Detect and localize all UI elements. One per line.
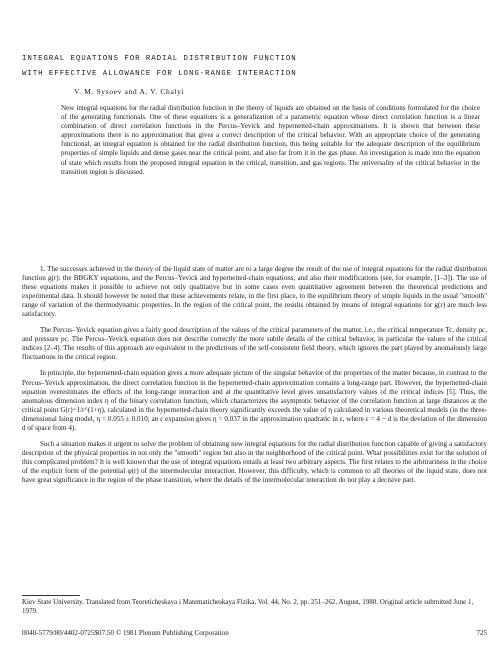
page-number: 725 bbox=[476, 629, 487, 637]
affiliation-footnote: Kiev State University. Translated from Teoreticheskaya i Matematicheskaya Fizika, Vol. 44, No. 2, pp. 251–262, August, 1980. Original article submitted June 1, 1979. bbox=[22, 598, 474, 615]
article-body bbox=[22, 265, 487, 492]
title-line-2: WITH EFFECTIVE ALLOWANCE FOR LONG-RANGE INTERACTION bbox=[22, 70, 297, 78]
abstract: New integral equations for the radial distribution function in the theory of liquids are obtained on the basis of conditions formulated for the choice of the generating functionals. One of these equations is a generalization of a parametric equation whose direct correlation function is a linear combination of direct correlation functions in the Percus–Yevick and hypernetted-chain approximations. It is shown that between these approximations there is no approximation that gives a correct description of the critical behavior. With an appropriate choice of the generating functional, an integral equation is obtained for the radial distribution function, this being suitable for the adequate description of the equilibrium properties of simple liquids and dense gases near the critical point, and also far from it in the gas phase. An investigation is made into the equation of state which results from the proposed integral equation in the critical, transition, and gas regions. The universality of the critical behavior in the transition region is discussed. bbox=[61, 104, 480, 176]
article-title bbox=[22, 52, 492, 82]
paragraph-3: In principle, the hypernetted-chain equation gives a more adequate picture of the singular behavior of the properties of the matter because, in contrast to the Percus–Yevick approximation, the direct correlation function in the hypernetted-chain approximation contains a long-range part. However, the hypernetted-chain equation overestimates the effects of the long-range interaction and at the quantitative level gives unsatisfactory values of the critical indices [5]. Thus, the anomalous dimension index η of the binary correlation function, which characterizes the asymptotic behavior of the correlation function at large distances at the critical point G(r)~1/r^(1+η), calculated in the hypernetted-chain theory significantly exceeds the value of η calculated in various theoretical models (in the three-dimensional Ising model, η = 0.055 ± 0.010; an ε expansion gives η = 0.037 in the approximation quadratic in ε, where ε = 4 − d is the deviation of the dimension d of space from 4). bbox=[22, 369, 487, 432]
title-line-1: INTEGRAL EQUATIONS FOR RADIAL DISTRIBUTION FUNCTION bbox=[22, 55, 297, 63]
author-line: V. M. Sysoev and A. V. Chalyi bbox=[74, 87, 185, 96]
copyright-code: 0040-5779/80/4402-0725$07.50 © 1981 Plenum Publishing Corporation bbox=[22, 629, 229, 637]
footnote-rule bbox=[22, 595, 80, 596]
paragraph-2: The Percus–Yevick equation gives a fairly good description of the values of the critical parameters of the matter, i.e., the critical temperature Tc, density ρc, and pressure pc. The Percus–Yevick equation does not describe correctly the more subtle details of the critical behavior, in particular the values of the critical indices [2–4]. The results of this approach are equivalent to the predictions of the self-consistent field theory, which ignores the part played by anomalously large fluctuations in the critical region. bbox=[22, 326, 487, 362]
paragraph-4: Such a situation makes it urgent to solve the problem of obtaining new integral equations for the radial distribution function capable of giving a satisfactory description of the physical properties in not only the "smooth" region but also in the neighborhood of the critical point. What possibilities exist for the solution of this complicated problem? It is well known that the use of integral equations entails at least two arbitrary aspects. The first relates to the arbitrariness in the choice of the explicit form of the potential φ(r) of the intermolecular interaction. However, this difficulty, which is common to all theories of the liquid state, does not have great significance in the region of the phase transition, where the details of the intermolecular interaction do not play a decisive part. bbox=[22, 439, 487, 484]
paragraph-1: 1. The successes achieved in the theory of the liquid state of matter are to a large degree the result of the use of integral equations for the radial distribution function g(r): the BBGKY equations, and the Percus–Yevick and hypernetted-chain equations, and also their modifications (see, for example, [1–3]). The use of these equations makes it possible to achieve not only qualitative but in some cases even quantitative agreement between the theoretical predictions and experimental data. It should however be noted that these achievements relate, in the first place, to the equilibrium theory of simple liquids in the usual "smooth" range of variation of the thermodynamic properties. In the region of the critical point, the results obtained by means of integral equations for g(r) are much less satisfactory. bbox=[22, 265, 487, 319]
